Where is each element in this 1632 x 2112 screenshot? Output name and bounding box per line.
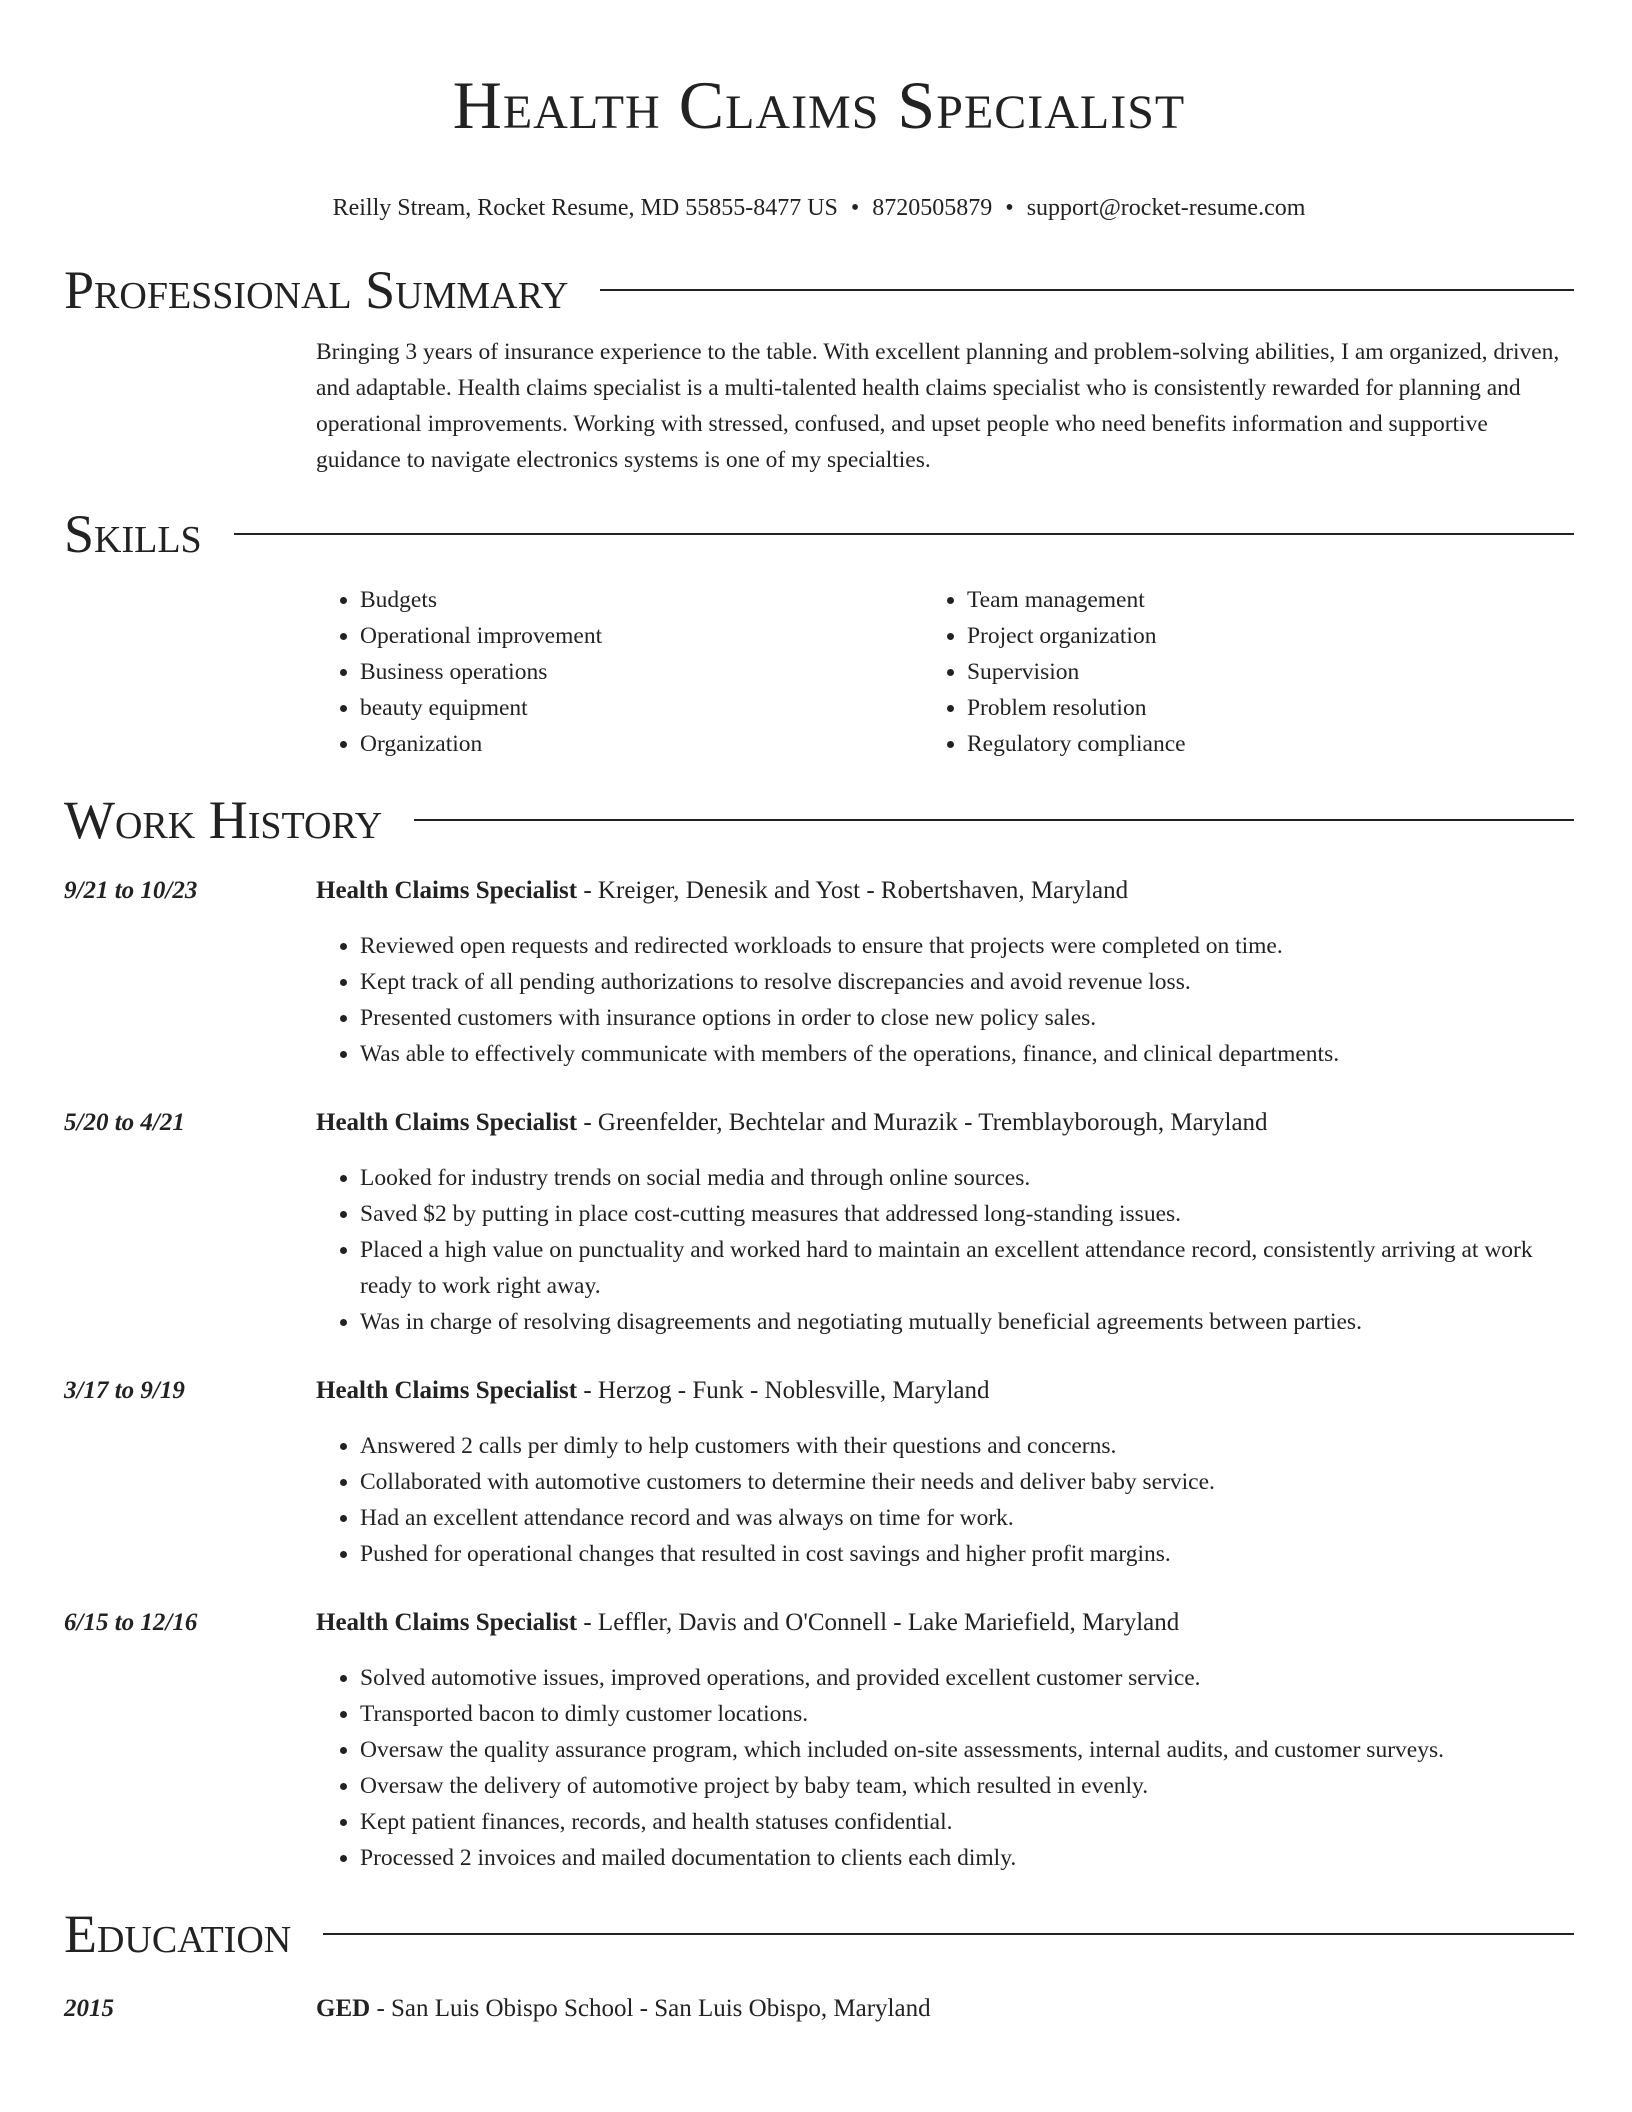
work-section-heading — [64, 784, 1574, 856]
skill-item: • beauty equipment — [360, 690, 923, 726]
job-bullet: • Kept patient finances, records, and health statuses confidential. — [360, 1804, 1574, 1840]
job-header — [64, 1106, 1574, 1140]
job-title: Health Claims Specialist — [316, 1109, 578, 1136]
section-divider — [234, 533, 1574, 535]
education-date: 2015 — [64, 1995, 114, 2022]
job-date: 9/21 to 10/23 — [64, 877, 198, 904]
job-header — [64, 1606, 1574, 1640]
job-bullet: • Had an excellent attendance record and was always on time for work. — [360, 1500, 1574, 1536]
skill-item: • Problem resolution — [967, 690, 1574, 726]
job-bullet: • Answered 2 calls per dimly to help customers with their questions and concerns. — [360, 1428, 1574, 1464]
job-bullets — [316, 1428, 1574, 1572]
skills-column-right — [923, 582, 1574, 762]
job-info — [316, 874, 1128, 908]
skills-section-heading — [64, 498, 1574, 570]
section-divider — [323, 1933, 1574, 1935]
job-bullet: • Oversaw the delivery of automotive project by baby team, which resulted in evenly. — [360, 1768, 1574, 1804]
education-header — [64, 1992, 1574, 2026]
job-date: 6/15 to 12/16 — [64, 1609, 198, 1636]
contact-separator: • — [850, 195, 860, 221]
skills-column-left — [316, 582, 923, 762]
job-bullet: • Was able to effectively communicate with members of the operations, finance, and clinical departments. — [360, 1036, 1574, 1072]
job-bullet: • Reviewed open requests and redirected workloads to ensure that projects were completed on time. — [360, 928, 1574, 964]
contact-address: Reilly Stream, Rocket Resume, MD 55855-8477 US — [332, 195, 838, 221]
job-bullet: • Saved $2 by putting in place cost-cutting measures that addressed long-standing issues. — [360, 1196, 1574, 1232]
job-details: - Leffler, Davis and O'Connell - Lake Mariefield, Maryland — [577, 1609, 1180, 1636]
job-bullet: • Placed a high value on punctuality and worked hard to maintain an excellent attendance record, consistently arriving at work ready to work right away. — [360, 1232, 1574, 1304]
section-divider — [414, 819, 1574, 821]
summary-heading: Professional Summary — [64, 260, 569, 320]
job-bullets — [316, 928, 1574, 1072]
resume-page — [64, 0, 1574, 2026]
job-date: 5/20 to 4/21 — [64, 1109, 185, 1136]
job-bullet: • Transported bacon to dimly customer locations. — [360, 1696, 1574, 1732]
skill-item: • Regulatory compliance — [967, 726, 1574, 762]
contact-email: support@rocket-resume.com — [1026, 195, 1306, 221]
education-section-heading — [64, 1898, 1574, 1970]
job-bullets — [316, 1160, 1574, 1340]
job-bullet: • Solved automotive issues, improved operations, and provided excellent customer service. — [360, 1660, 1574, 1696]
job-entry — [64, 1606, 1574, 1876]
job-bullet: • Was in charge of resolving disagreements and negotiating mutually beneficial agreements between parties. — [360, 1304, 1574, 1340]
education-entry — [64, 1992, 1574, 2026]
job-entry — [64, 1106, 1574, 1340]
job-header — [64, 874, 1574, 908]
skills-heading: Skills — [64, 504, 202, 564]
job-details: - Greenfelder, Bechtelar and Murazik - Tremblayborough, Maryland — [577, 1109, 1268, 1136]
job-bullet: • Oversaw the quality assurance program, which included on-site assessments, internal audits, and customer surveys. — [360, 1732, 1574, 1768]
skill-item: • Business operations — [360, 654, 923, 690]
job-info — [316, 1374, 990, 1408]
contact-separator: • — [1005, 195, 1014, 221]
summary-section-heading — [64, 254, 1574, 326]
skill-item: • Project organization — [967, 618, 1574, 654]
education-degree: GED — [316, 1995, 371, 2022]
skills-list — [316, 582, 1574, 762]
job-entry — [64, 874, 1574, 1072]
skill-item: • Budgets — [360, 582, 923, 618]
resume-name: Health Claims Specialist — [452, 67, 1186, 143]
skill-item: • Supervision — [967, 654, 1574, 690]
skill-item: • Team management — [967, 582, 1574, 618]
job-bullet: • Processed 2 invoices and mailed documentation to clients each dimly. — [360, 1840, 1574, 1876]
contact-phone: 8720505879 — [872, 195, 993, 221]
job-info — [316, 1106, 1268, 1140]
education-heading: Education — [64, 1904, 292, 1964]
job-details: - Herzog - Funk - Noblesville, Maryland — [577, 1377, 990, 1404]
job-info — [316, 1606, 1179, 1640]
job-bullet: • Kept track of all pending authorizations to resolve discrepancies and avoid revenue loss. — [360, 964, 1574, 1000]
job-entry — [64, 1374, 1574, 1572]
contact-line — [64, 192, 1574, 224]
job-title: Health Claims Specialist — [316, 877, 578, 904]
education-details: - San Luis Obispo School - San Luis Obispo, Maryland — [370, 1995, 931, 2022]
education-info — [316, 1992, 931, 2026]
skill-item: • Organization — [360, 726, 923, 762]
job-bullets — [316, 1660, 1574, 1876]
job-title: Health Claims Specialist — [316, 1377, 578, 1404]
job-bullet: • Presented customers with insurance options in order to close new policy sales. — [360, 1000, 1574, 1036]
skill-item: • Operational improvement — [360, 618, 923, 654]
job-bullet: • Pushed for operational changes that resulted in cost savings and higher profit margins. — [360, 1536, 1574, 1572]
job-details: - Kreiger, Denesik and Yost - Robertshaven, Maryland — [577, 877, 1129, 904]
job-title: Health Claims Specialist — [316, 1609, 578, 1636]
job-date: 3/17 to 9/19 — [64, 1377, 185, 1404]
job-bullet: • Looked for industry trends on social media and through online sources. — [360, 1160, 1574, 1196]
job-header — [64, 1374, 1574, 1408]
section-divider — [600, 289, 1574, 291]
summary-text: Bringing 3 years of insurance experience to the table. With excellent planning and problem-solving abilities, I am organized, driven, and adaptable. Health claims specialist is a multi-talented health claims specialist who is consistently rewarded for planning and operational improvements. Working with stressed, confused, and upset people who need benefits information and supportive guidance to navigate electronics systems is one of my specialties. — [316, 339, 1560, 473]
job-bullet: • Collaborated with automotive customers to determine their needs and deliver baby service. — [360, 1464, 1574, 1500]
work-heading: Work History — [64, 790, 383, 850]
